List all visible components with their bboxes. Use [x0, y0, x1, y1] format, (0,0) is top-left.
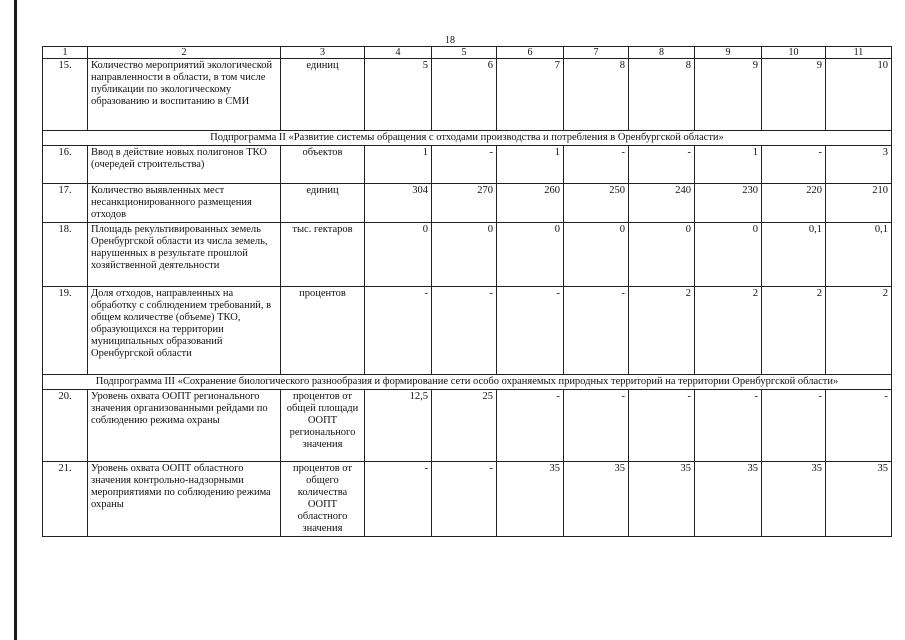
unit-of-measure: единиц: [281, 184, 365, 223]
indicator-value: -: [432, 287, 497, 375]
column-header: 7: [564, 47, 629, 59]
indicator-value: 6: [432, 59, 497, 131]
subprogram-header-row: [43, 131, 892, 146]
indicator-value: -: [629, 390, 695, 462]
indicator-row: [43, 59, 892, 131]
indicator-value: 25: [432, 390, 497, 462]
indicator-value: -: [629, 146, 695, 184]
indicator-value: 2: [695, 287, 762, 375]
unit-of-measure: тыс. гектаров: [281, 223, 365, 287]
indicator-value: -: [762, 146, 826, 184]
column-number-row: [43, 47, 892, 59]
indicator-value: 10: [826, 59, 892, 131]
row-number: 20.: [43, 390, 88, 462]
indicator-value: 2: [762, 287, 826, 375]
indicator-value: -: [564, 390, 629, 462]
indicator-value: 35: [497, 462, 564, 537]
indicator-value: -: [762, 390, 826, 462]
indicator-value: -: [365, 462, 432, 537]
indicator-row: [43, 287, 892, 375]
left-margin-rule: [14, 0, 17, 640]
indicator-value: -: [497, 390, 564, 462]
indicator-value: 304: [365, 184, 432, 223]
indicator-value: 0,1: [762, 223, 826, 287]
indicator-value: 0: [629, 223, 695, 287]
indicator-value: 0,1: [826, 223, 892, 287]
indicator-value: -: [564, 287, 629, 375]
indicator-value: 220: [762, 184, 826, 223]
column-header: 10: [762, 47, 826, 59]
indicator-value: 270: [432, 184, 497, 223]
indicator-value: 9: [695, 59, 762, 131]
indicator-value: 0: [432, 223, 497, 287]
indicator-value: 35: [826, 462, 892, 537]
row-number: 19.: [43, 287, 88, 375]
indicator-value: 35: [762, 462, 826, 537]
indicator-value: 0: [695, 223, 762, 287]
column-header: 11: [826, 47, 892, 59]
column-header: 4: [365, 47, 432, 59]
indicator-value: 3: [826, 146, 892, 184]
indicator-value: -: [695, 390, 762, 462]
indicator-value: 2: [826, 287, 892, 375]
unit-of-measure: процентов от общего количества ООПТ областного значения: [281, 462, 365, 537]
indicator-name: Количество мероприятий экологической направленности в области, в том числе публикации по экологическому образованию и воспитанию в СМИ: [88, 59, 281, 131]
column-header: 9: [695, 47, 762, 59]
column-header: 1: [43, 47, 88, 59]
indicator-name: Доля отходов, направленных на обработку с соблюдением требований, в общем количестве (объеме) ТКО, образующихся на территории муниципальных образований Оренбургской области: [88, 287, 281, 375]
indicator-name: Уровень охвата ООПТ регионального значения организованными рейдами по соблюдению режима охраны: [88, 390, 281, 462]
indicator-value: 8: [629, 59, 695, 131]
indicators-table: [42, 46, 892, 537]
column-header: 3: [281, 47, 365, 59]
column-header: 6: [497, 47, 564, 59]
indicator-value: 8: [564, 59, 629, 131]
indicator-value: 35: [695, 462, 762, 537]
indicator-row: [43, 223, 892, 287]
table-body: [43, 47, 892, 537]
indicator-value: 1: [695, 146, 762, 184]
indicator-value: 210: [826, 184, 892, 223]
indicator-value: 35: [564, 462, 629, 537]
indicator-value: 240: [629, 184, 695, 223]
indicator-name: Количество выявленных мест несанкционированного размещения отходов: [88, 184, 281, 223]
indicator-value: 2: [629, 287, 695, 375]
indicator-value: -: [432, 462, 497, 537]
subprogram-header-row: [43, 375, 892, 390]
indicator-name: Ввод в действие новых полигонов ТКО (очередей строительства): [88, 146, 281, 184]
indicator-name: Площадь рекультивированных земель Оренбургской области из числа земель, нарушенных в результате прошлой хозяйственной деятельности: [88, 223, 281, 287]
row-number: 18.: [43, 223, 88, 287]
indicator-value: 0: [497, 223, 564, 287]
page-number: 18: [445, 35, 455, 46]
indicator-value: 260: [497, 184, 564, 223]
row-number: 16.: [43, 146, 88, 184]
unit-of-measure: процентов: [281, 287, 365, 375]
indicator-value: -: [826, 390, 892, 462]
indicator-value: 250: [564, 184, 629, 223]
indicator-name: Уровень охвата ООПТ областного значения контрольно-надзорными мероприятиями по соблюдению режима охраны: [88, 462, 281, 537]
indicator-row: [43, 390, 892, 462]
subprogram-title: Подпрограмма II «Развитие системы обращения с отходами производства и потребления в Оренбургской области»: [43, 131, 892, 146]
indicator-value: 1: [365, 146, 432, 184]
indicator-row: [43, 462, 892, 537]
indicator-value: -: [497, 287, 564, 375]
indicator-value: 0: [365, 223, 432, 287]
row-number: 21.: [43, 462, 88, 537]
indicator-value: -: [365, 287, 432, 375]
row-number: 15.: [43, 59, 88, 131]
indicator-value: 230: [695, 184, 762, 223]
unit-of-measure: единиц: [281, 59, 365, 131]
indicator-value: 9: [762, 59, 826, 131]
indicator-row: [43, 146, 892, 184]
indicator-value: 7: [497, 59, 564, 131]
column-header: 8: [629, 47, 695, 59]
indicator-value: 5: [365, 59, 432, 131]
indicator-value: 1: [497, 146, 564, 184]
subprogram-title: Подпрограмма III «Сохранение биологического разнообразия и формирование сети особо охраняемых природных территорий на территории Оренбургской области»: [43, 375, 892, 390]
indicator-value: 12,5: [365, 390, 432, 462]
indicator-value: -: [432, 146, 497, 184]
indicator-value: 35: [629, 462, 695, 537]
indicator-row: [43, 184, 892, 223]
column-header: 5: [432, 47, 497, 59]
row-number: 17.: [43, 184, 88, 223]
column-header: 2: [88, 47, 281, 59]
indicator-value: -: [564, 146, 629, 184]
unit-of-measure: объектов: [281, 146, 365, 184]
indicator-value: 0: [564, 223, 629, 287]
unit-of-measure: процентов от общей площади ООПТ регионального значения: [281, 390, 365, 462]
